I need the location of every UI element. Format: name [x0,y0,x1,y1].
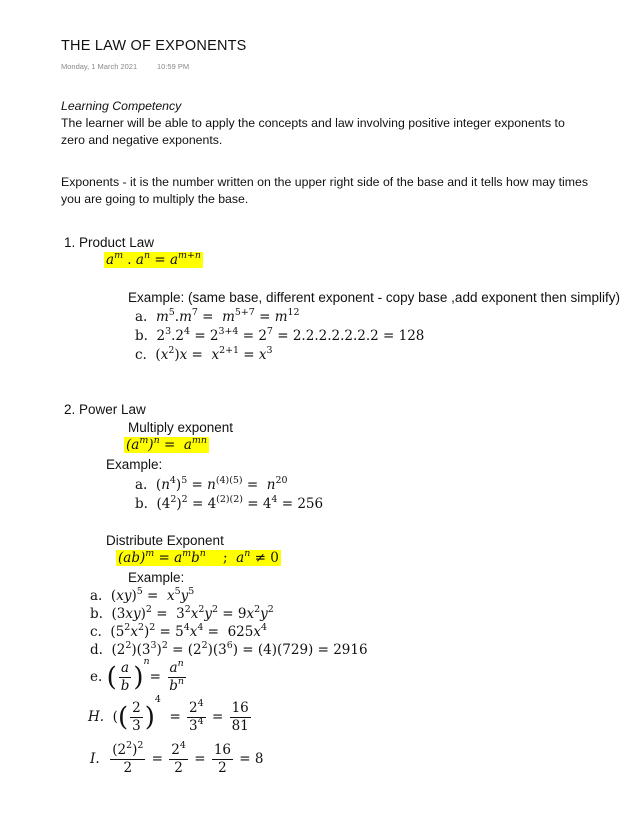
power-law-example-label: Example: [106,457,163,472]
learning-competency-line1: The learner will be able to apply the concepts and law involving positive integer exponents to [61,116,565,130]
distribute-example-i: I. $\frac{(2^2)^2}{2}$ = $\frac{2^4}{2}$ = $\frac{16}{2}$ = 8 [90,739,264,776]
power-law-formula: $(a^m)^n = a^{mn}$ [126,434,207,453]
product-law-heading: 1. Product Law [64,235,155,250]
exponents-definition-line2: you are going to multiply the base. [61,192,249,206]
distribute-h-num: 16 [231,700,249,716]
distribute-exponent-label: Distribute Exponent [106,533,224,548]
product-law-example-b: b. $2^3.2^4 = 2^{3+4} = 2^7 = 2.2.2.2.2.2.2 = 128$ [135,325,425,344]
page-time: 10:59 PM [157,62,190,71]
power-law-example-a: a. $(n^4)^5 = n^{(4)(5)} = n^{20}$ [135,474,288,493]
power-law-b-result: 256 [297,496,324,512]
product-law-formula: $a^m$ . $a^n = a^{m+n}$ [106,249,201,268]
distribute-i-result: 8 [254,751,264,767]
distribute-example-b: b. $(3xy)^2 = 3^2x^2y^2 = 9x^2y^2$ [90,603,274,622]
multiply-exponent-label: Multiply exponent [128,420,234,435]
exponents-definition-line1: Exponents - it is the number written on the upper right side of the base and it tells how may times [61,175,588,189]
distribute-example-c: c. $(5^2x^2)^2 = 5^4x^4 = 625x^4$ [90,621,267,640]
learning-competency-line2: zero and negative exponents. [61,133,223,147]
page-title: THE LAW OF EXPONENTS [61,38,247,54]
product-law-example-c: c. $(x^2)x = x^{2+1} = x^3$ [135,344,273,363]
distribute-example-e: e. ( $\frac{a}{b}$ )$^n$= $\frac{a^n}{b^n}$ [90,656,184,694]
power-law-example-b: b. $(4^2)^2 = 4^{(2)(2)} = 4^4 = 256$ [135,493,324,512]
page-date: Monday, 1 March 2021 [61,62,138,71]
product-law-b-result: 128 [398,328,425,344]
power-law-heading: 2. Power Law [64,402,146,417]
distribute-example-h: H. (( $\frac{2}{3}$ )$^4$ = $\frac{2^4}{3^4}$ = $\frac{16}{81}$ [88,694,249,734]
distribute-example-label: Example: [128,570,185,585]
distribute-h-den: 81 [231,718,249,734]
distribute-d-result: 2916 [333,642,368,658]
product-law-example-a: a. $m^5.m^7 = m^{5+7} = m^{12}$ [135,306,300,325]
product-law-example-label: Example: (same base, different exponent - copy base ,add exponent then simplify) [128,290,621,305]
distribute-exponent-formula: $(ab)^m = a^mb^n$ ; $a^n \ne 0$ [118,547,279,566]
distribute-example-d: d. $(2^2)(3^3)^2 = (2^2)(3^6) = (4)(729) = 2916$ [90,639,368,658]
learning-competency-heading: Learning Competency [61,99,182,113]
distribute-example-a: a. $(xy)^5 = x^5y^5$ [90,585,195,604]
product-law-b-expanded: 2.2.2.2.2.2.2 [292,328,379,344]
